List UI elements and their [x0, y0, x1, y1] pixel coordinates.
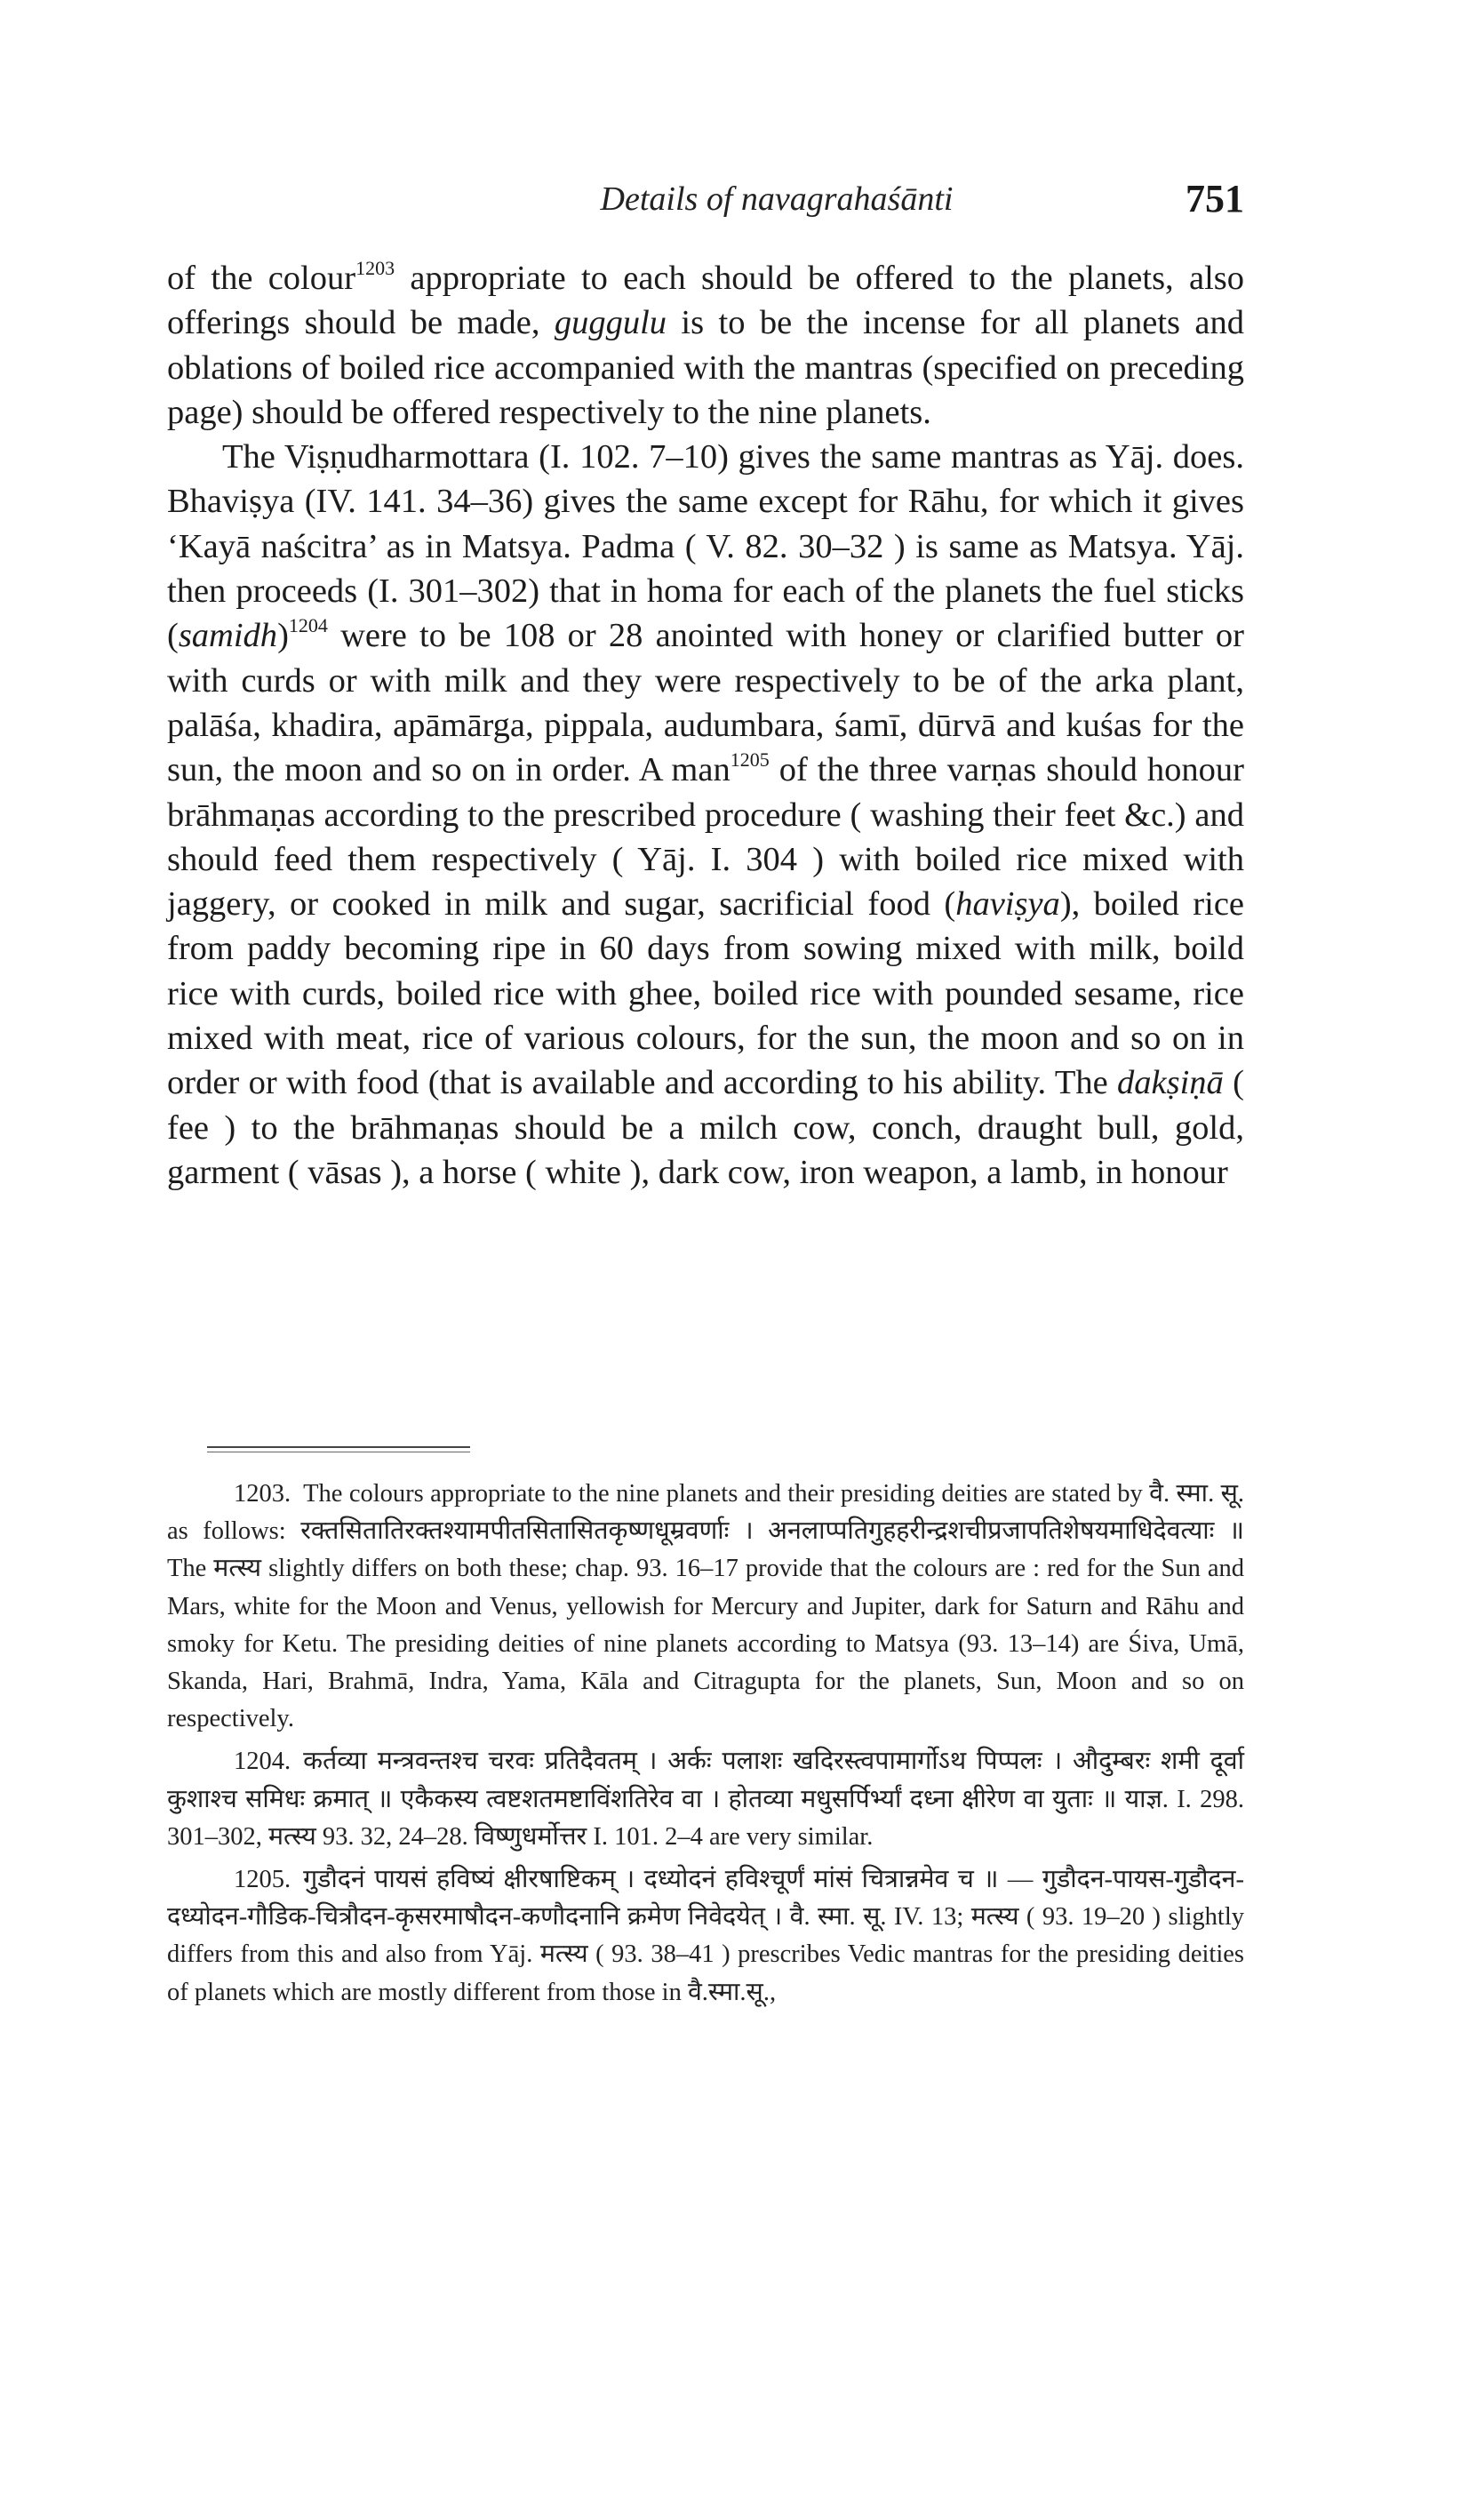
text-run: ( fee ) to the brāhmaṇas should be a milch cow, conch, draught bull, gold, garment ( vāsas ), a horse ( white ), dark cow, iron weapon, a lamb, in honour — [167, 1064, 1244, 1191]
running-header — [167, 174, 1244, 224]
main-text — [167, 256, 1244, 1195]
text-run: is to be the incense for all planets and oblations of boiled rice accompanied with the mantras (specified on preceding page) should be offered respectively to the nine planets. — [167, 304, 1244, 431]
text-run: of the colour — [167, 260, 356, 297]
book-page — [167, 0, 1244, 2520]
footnote-1203 — [167, 1476, 1244, 1738]
text-run: of the three varṇas should honour brāhmaṇas according to the prescribed procedure ( washing their feet &c.) and should feed them respectively ( Yāj. I. 304 ) with boiled rice mixed with jaggery, or cooked in milk and sugar, sacrificial food ( — [167, 751, 1244, 924]
footnote-ref-1205: 1205 — [730, 748, 770, 772]
footnote-1204 — [167, 1743, 1244, 1856]
footnote-text: गुडौदनं पायसं हविष्यं क्षीरषाष्टिकम् । दध्योदनं हविश्चूर्णं मांसं चित्रान्नमेव च ॥ — गुडौदन-पायस-गुडौदन-दध्योदन-गौडिक-चित्रौदन-कृसरमाषौदन-कणौदनानि क्रमेण निवेदयेत् । वै. स्मा. सू. IV. 13; मत्स्य ( 93. 19–20 ) slightly differs from this and also from Yāj. मत्स्य ( 93. 38–41 ) prescribes Vedic mantras for the presiding deities of planets which are mostly different from those in वै.स्मा.सू., — [167, 1866, 1244, 2006]
text-run: The Viṣṇudharmottara (I. 102. 7–10) gives the same mantras as Yāj. does. Bhaviṣya (IV. 141. 34–36) gives the same except for Rāhu, for which it gives ‘Kayā naścitra’ as in Matsya. Padma ( V. 82. 30–32 ) is same as Matsya. Yāj. then proceeds (I. 301–302) that in homa for each of the planets the fuel sticks ( — [167, 438, 1244, 655]
footnote-divider — [207, 1446, 470, 1448]
paragraph-vishnudharmottara — [167, 435, 1244, 1195]
page-number: 751 — [1186, 177, 1244, 220]
italic-term: dakṣiṇā — [1117, 1064, 1224, 1102]
footnote-ref-1203: 1203 — [355, 257, 395, 279]
text-run: ), boiled rice from paddy becoming ripe in 60 days from sowing mixed with milk, boild rice with curds, boiled rice with ghee, boiled rice with pounded sesame, rice mixed with meat, rice of various colours, for the sun, the moon and so on in order or with food (that is available and according to his ability. The — [167, 885, 1244, 1102]
paragraph-continuation — [167, 256, 1244, 435]
footnote-number: 1203. — [234, 1480, 291, 1508]
footnote-number: 1205. — [234, 1866, 291, 1894]
footnote-ref-1204: 1204 — [288, 614, 328, 637]
footnote-1205 — [167, 1861, 1244, 2012]
italic-term: haviṣya — [955, 885, 1060, 924]
text-run: were to be 108 or 28 anointed with honey or clarified butter or with curds or with milk and they were respectively to be of the arka plant, palāśa, khadira, apāmārga, pippala, audumbara, śamī, dūrvā and kuśas for the sun, the moon and so on in order. A man — [167, 617, 1244, 789]
italic-term: samidh — [178, 617, 278, 655]
footnote-number: 1204. — [234, 1748, 291, 1776]
footnote-text: The colours appropriate to the nine planets and their presiding deities are stated by वै. स्मा. सू. as follows: रक्तसितातिरक्तश्यामपीतसितासितकृष्णधूम्रवर्णाः । अनलाप्पतिगुहहरीन्द्रशचीप्रजापतिशेषयमाधिदेवत्याः ॥ The मत्स्य slightly differs on both these; chap. 93. 16–17 provide that the colours are : red for the Sun and Mars, white for the Moon and Venus, yellowish for Mercury and Jupiter, dark for Saturn and Rāhu and smoky for Ketu. The presiding deities of nine planets according to Matsya (93. 13–14) are Śiva, Umā, Skanda, Hari, Brahmā, Indra, Yama, Kāla and Citragupta for the planets, Sun, Moon and so on respectively. — [167, 1480, 1244, 1733]
text-run: appropriate to each should be offered to the planets, also offerings should be made, — [167, 260, 1244, 342]
italic-term: guggulu — [554, 304, 667, 342]
footnote-text: कर्तव्या मन्त्रवन्तश्च चरवः प्रतिदैवतम् । अर्कः पलाशः खदिरस्त्वपामार्गोऽथ पिप्पलः । औदुम्बरः शमी दूर्वा कुशाश्च समिधः क्रमात् ॥ एकैकस्य त्वष्टशतमष्टाविंशतिरेव वा । होतव्या मधुसर्पिर्भ्यां दध्ना क्षीरेण वा युताः ॥ याज्ञ. I. 298. 301–302, मत्स्य 93. 32, 24–28. विष्णुधर्मोत्तर I. 101. 2–4 are very similar. — [167, 1748, 1244, 1851]
text-run: ) — [277, 617, 289, 655]
footnotes — [167, 1476, 1244, 2012]
running-title: Details of navagrahaśānti — [600, 180, 954, 218]
